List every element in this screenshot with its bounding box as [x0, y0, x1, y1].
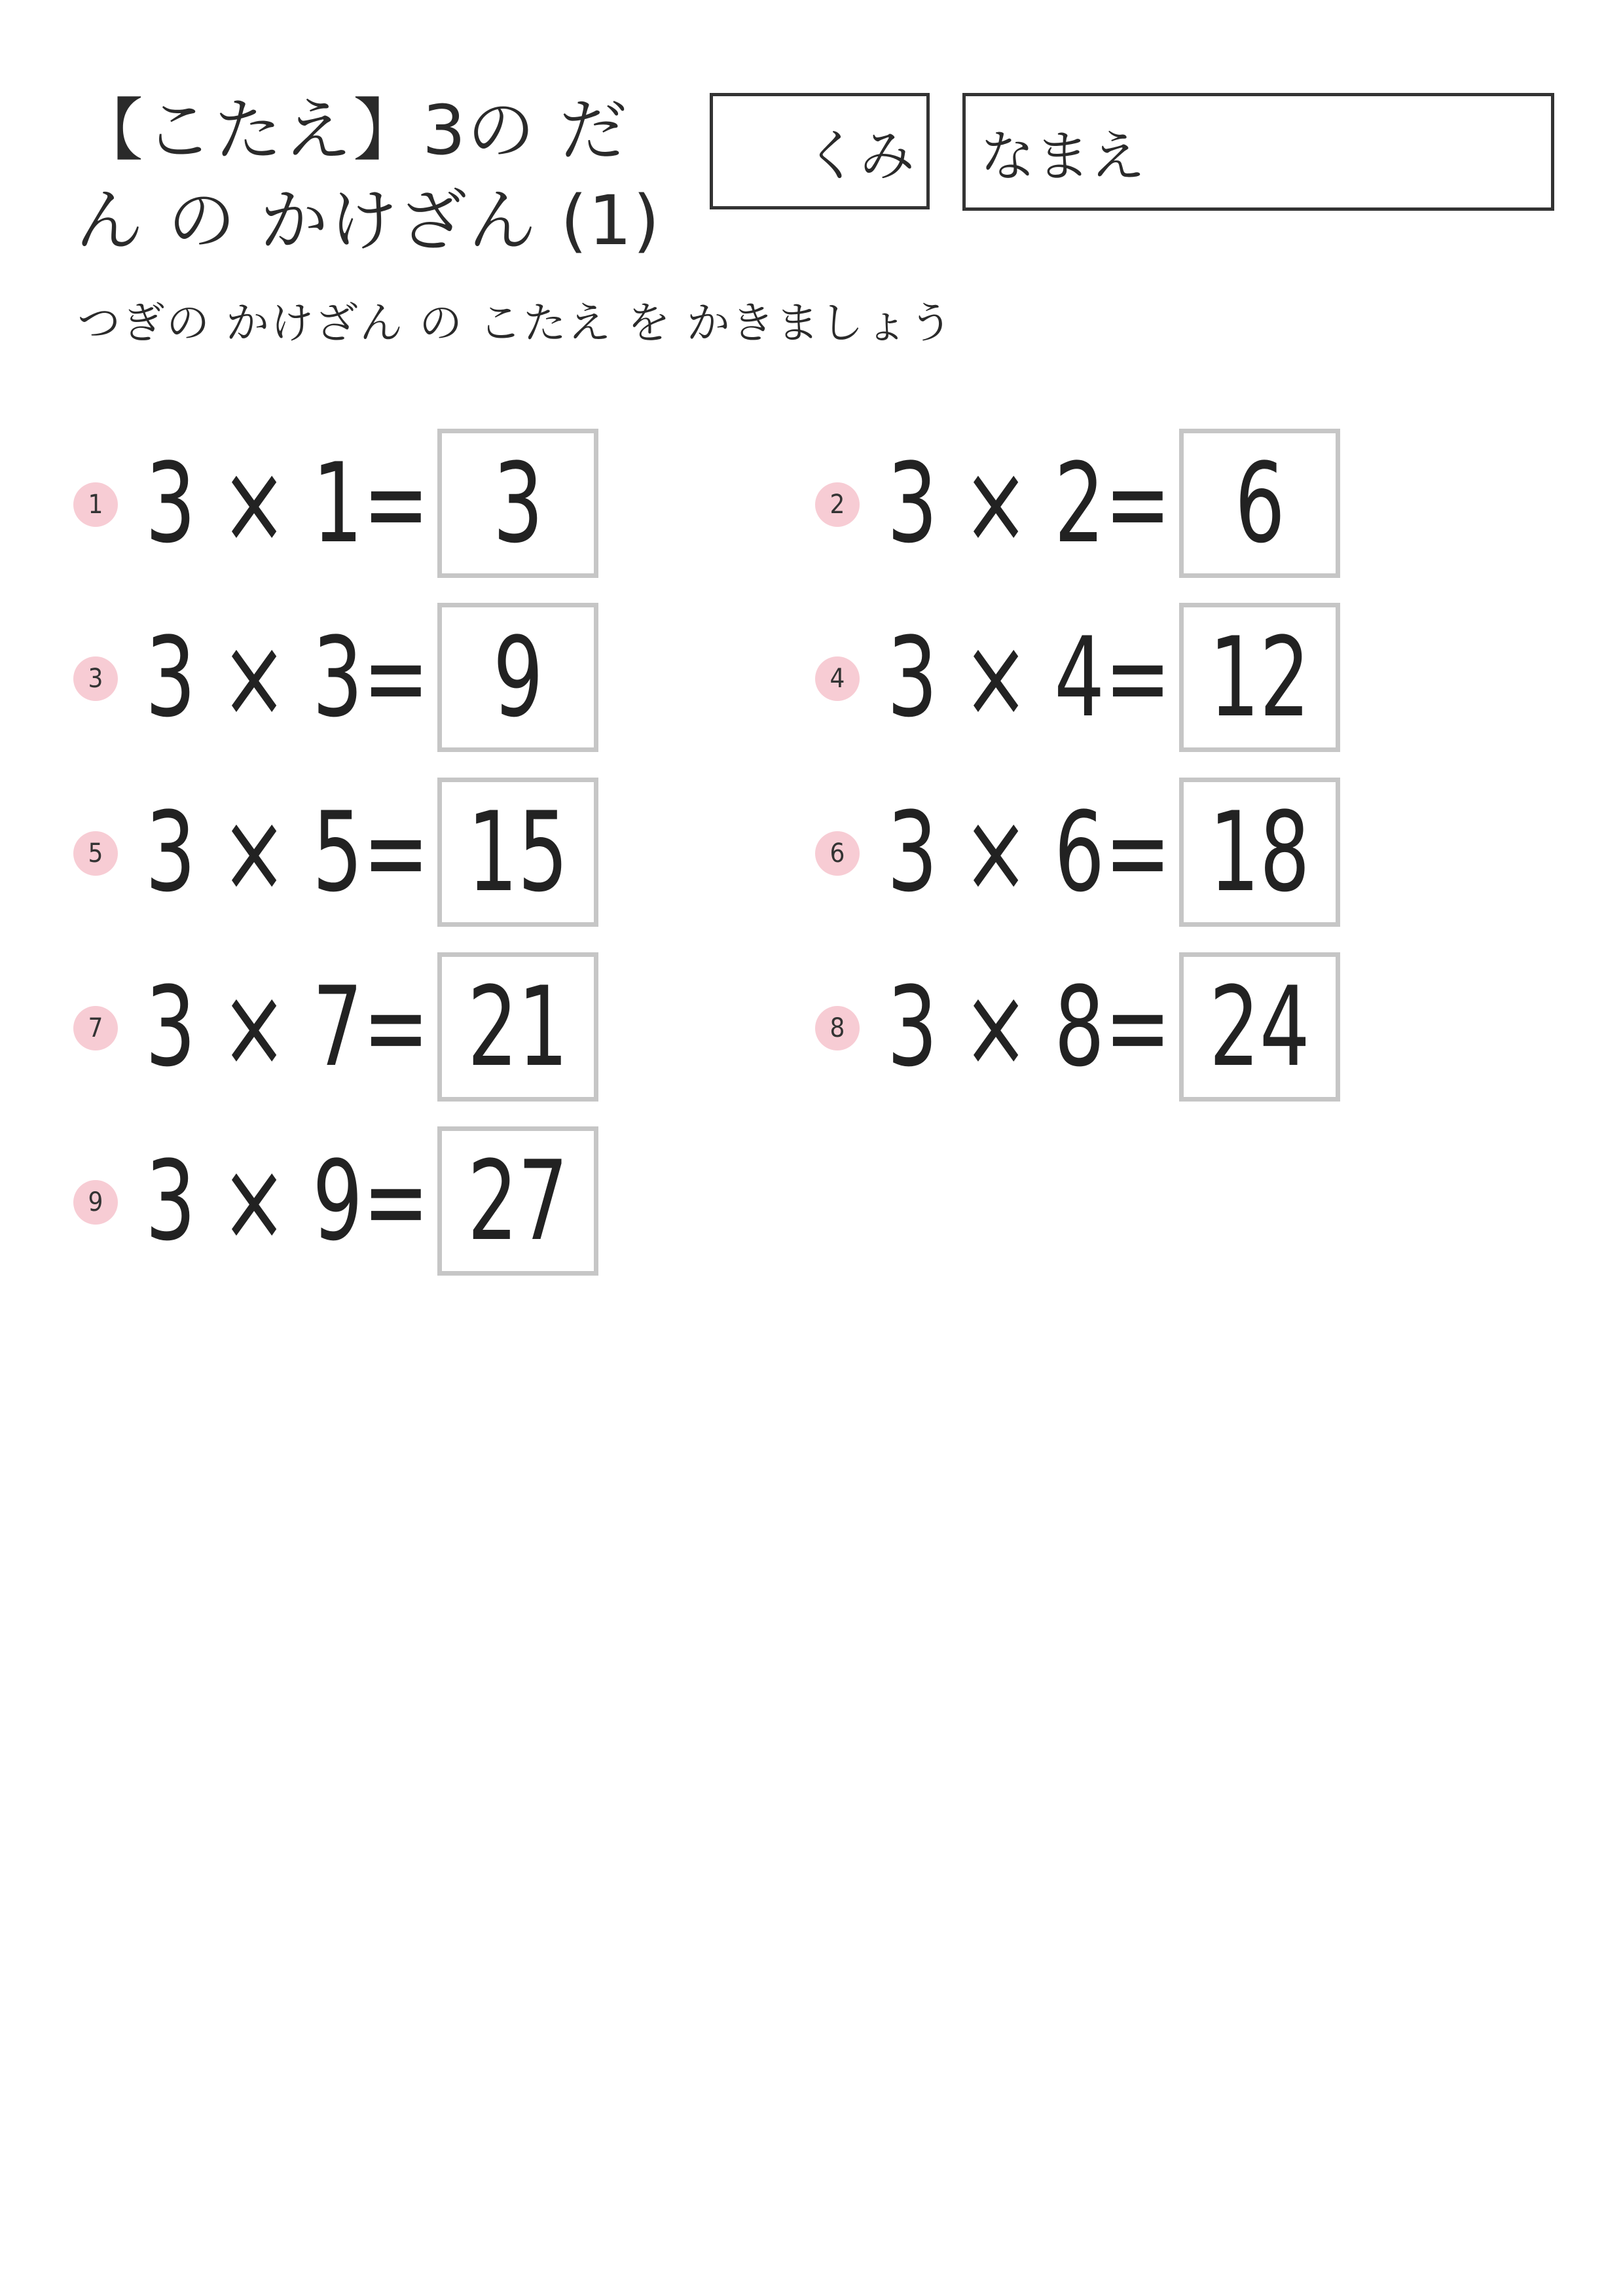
answer-box[interactable]	[1179, 603, 1340, 752]
answer-value: 6	[1234, 439, 1285, 567]
problem-item	[815, 603, 1404, 752]
problem-number-badge: 9	[73, 1180, 118, 1225]
problem-expression: 3 × 1=	[145, 439, 429, 567]
problem-expression: 3 × 7=	[145, 963, 429, 1091]
problem-item	[73, 603, 663, 752]
problem-number-badge: 1	[73, 482, 118, 527]
problem-expression: 3 × 3=	[145, 613, 429, 742]
answer-value: 21	[467, 963, 568, 1091]
problem-item	[815, 429, 1404, 578]
problem-item	[815, 778, 1404, 927]
answer-box[interactable]	[1179, 952, 1340, 1102]
answer-box[interactable]	[1179, 429, 1340, 578]
answer-box[interactable]	[437, 952, 598, 1102]
problem-number-badge: 3	[73, 656, 118, 701]
problem-expression: 3 × 5=	[145, 788, 429, 916]
problem-number-badge: 6	[815, 831, 860, 876]
instruction-text: つぎの かけざん の こたえ を かきましょう	[77, 298, 954, 348]
answer-value: 18	[1209, 788, 1310, 916]
problem-item	[73, 952, 663, 1102]
problem-number-badge: 2	[815, 482, 860, 527]
class-field[interactable]	[710, 93, 930, 209]
answer-value: 9	[492, 613, 543, 742]
worksheet-title: 【こたえ】3の だん の かけざん (1)	[75, 90, 661, 260]
problem-item	[73, 1126, 663, 1276]
problem-expression: 3 × 6=	[887, 788, 1171, 916]
answer-value: 12	[1209, 613, 1310, 742]
answer-box[interactable]	[437, 603, 598, 752]
answer-box[interactable]	[437, 778, 598, 927]
problem-item	[73, 429, 663, 578]
problem-number-badge: 7	[73, 1006, 118, 1050]
answer-value: 24	[1209, 963, 1310, 1091]
answer-box[interactable]	[437, 1126, 598, 1276]
answer-box[interactable]	[1179, 778, 1340, 927]
answer-box[interactable]	[437, 429, 598, 578]
problem-number-badge: 4	[815, 656, 860, 701]
name-label: なまえ	[980, 124, 1146, 188]
problem-expression: 3 × 2=	[887, 439, 1171, 567]
problem-item	[815, 952, 1404, 1102]
problem-number-badge: 5	[73, 831, 118, 876]
answer-value: 3	[492, 439, 543, 567]
answer-value: 27	[467, 1137, 568, 1265]
class-label: くみ	[804, 123, 915, 188]
problem-expression: 3 × 9=	[145, 1137, 429, 1265]
problem-expression: 3 × 8=	[887, 963, 1171, 1091]
problem-number-badge: 8	[815, 1006, 860, 1050]
answer-value: 15	[467, 788, 568, 916]
problem-expression: 3 × 4=	[887, 613, 1171, 742]
problem-item	[73, 778, 663, 927]
name-field[interactable]	[962, 93, 1554, 211]
